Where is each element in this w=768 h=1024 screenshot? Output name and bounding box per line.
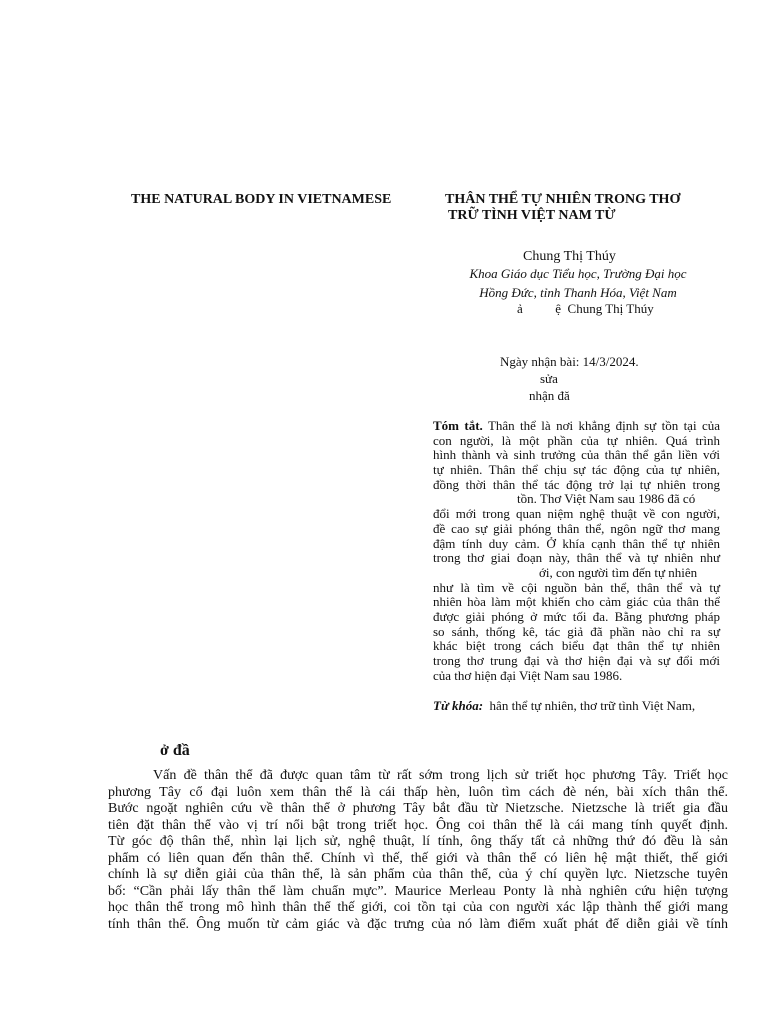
abstract-line: tự nhiên. Thân thể chịu sự tác động của tự nhiên, [433,462,720,478]
corresponding-author: ả ệ Chung Thị Thúy [517,301,654,316]
abstract [433,419,720,683]
abstract-line: tồn. Thơ Việt Nam sau 1986 đã có [517,491,696,507]
abstract-line: khác biệt trong cách biểu đạt thân thể tự nhiên [433,638,720,654]
title-english: THE NATURAL BODY IN VIETNAMESE [131,192,392,207]
abstract-line: so sánh, thống kê, tác giả đã phần nào chỉ ra sự [433,623,720,639]
abstract-line: đổi mới trong quan niệm nghệ thuật về con người, [433,506,720,522]
author-affiliation [455,264,701,302]
body-line: Vấn đề thân thể đã được quan tâm từ rất sớm trong lịch sử triết học phương Tây. Triết học [153,768,728,783]
abstract-line: nhiên hòa làm một khiến cho cảm giác của thân thể [433,594,720,610]
title-vietnamese [445,192,680,224]
title-vietnamese-line-2: TRỮ TÌNH VIỆT NAM TỪ [448,208,616,223]
date-revised: sửa [540,371,558,386]
section-heading: ở đầ [160,742,190,759]
affiliation-line-2: Hồng Đức, tỉnh Thanh Hóa, Việt Nam [479,285,677,300]
body-line: phương Tây cổ đại luôn xem thân thể là cái thấp hèn, luôn tìm cách đè nén, bài xích thân thể. [108,784,728,800]
author-name: Chung Thị Thúy [523,249,616,264]
abstract-line: đề cao sự giải phóng thân thể, ngôn ngữ thơ mang [433,520,720,536]
body-line: tiên đặt thân thể vào vị trí nổi bật trong triết học. Ông coi thân thể là cái mang tính quyết định. [108,817,728,833]
body-line: chính là sự diễn giải của thân thể, là sản phẩm của thân thể, của ý chí quyền lực. Nietzsche tuyên [108,867,728,882]
abstract-line: ới, con người tìm đến tự nhiên [539,564,698,580]
abstract-line: đồng thời thân thể tác động trở lại tự nhiên trong [433,476,720,492]
affiliation-line-1: Khoa Giáo dục Tiểu học, Trường Đại học [469,266,687,281]
keywords [433,698,695,714]
abstract-line: Tóm tắt. Thân thể là nơi khẳng định sự tồn tại của [433,418,720,433]
abstract-line: con người, là một phần của tự nhiên. Quá trình [433,432,720,448]
body-line: Từ góc độ thân thể, nhìn lại lịch sử, nghệ thuật, lí tính, ông thấy tất cả những thứ đó đều là sản [108,834,728,849]
article-dates [500,353,639,404]
abstract-line: trong thơ giai đoạn này, thân thể và tự nhiên như [433,550,720,566]
abstract-label: Tóm tắt. [433,418,483,433]
abstract-line: trong thơ trung đại và thơ hiện đại và sự đổi mới [433,653,720,668]
body-line: học thân thể trong mô hình thân thể thế giới, coi tồn tại của con người xác lập thành thế giới mang [108,900,728,915]
date-received: Ngày nhận bài: 14/3/2024. [500,354,639,369]
body-line: phẩm có liên quan đến thân thể. Chính vì thế, thế giới và thân thể có liên hệ mật thiết, thế giới [108,850,728,866]
abstract-line: được giải phóng ở mức tối đa. Bằng phương pháp [433,608,720,624]
title-vietnamese-line-1: THÂN THỂ TỰ NHIÊN TRONG THƠ [445,192,681,207]
abstract-line: như là tìm về cội nguồn bản thể, thân thể và tự [433,579,720,595]
keywords-label: Từ khóa: [433,698,484,713]
abstract-line: đậm tính duy cảm. Ở khía cạnh thân thể tự nhiên [433,535,720,551]
date-accepted: nhận đă [529,388,570,403]
abstract-line: hình thành và sinh trưởng của thân thể gắn liền với [433,447,720,463]
body-paragraph [108,768,728,933]
abstract-line: của thơ hiện đại Việt Nam sau 1986. [433,667,623,683]
body-line: bố: “Cần phải lấy thân thể làm chuẩn mực”. Maurice Merleau Ponty là nhà nghiên cứu hiện tượng [108,883,728,899]
body-line: Bước ngoặt nghiên cứu về thân thể ở phương Tây bắt đầu từ Nietzsche. Nietzsche là triết gia đầu [108,801,728,816]
body-line: tính thân thể. Ông muốn từ cảm giác và đặc trưng của nó làm điểm xuất phát để diễn giải về tính [108,916,728,932]
keywords-text: hân thể tự nhiên, thơ trữ tình Việt Nam, [483,698,696,713]
